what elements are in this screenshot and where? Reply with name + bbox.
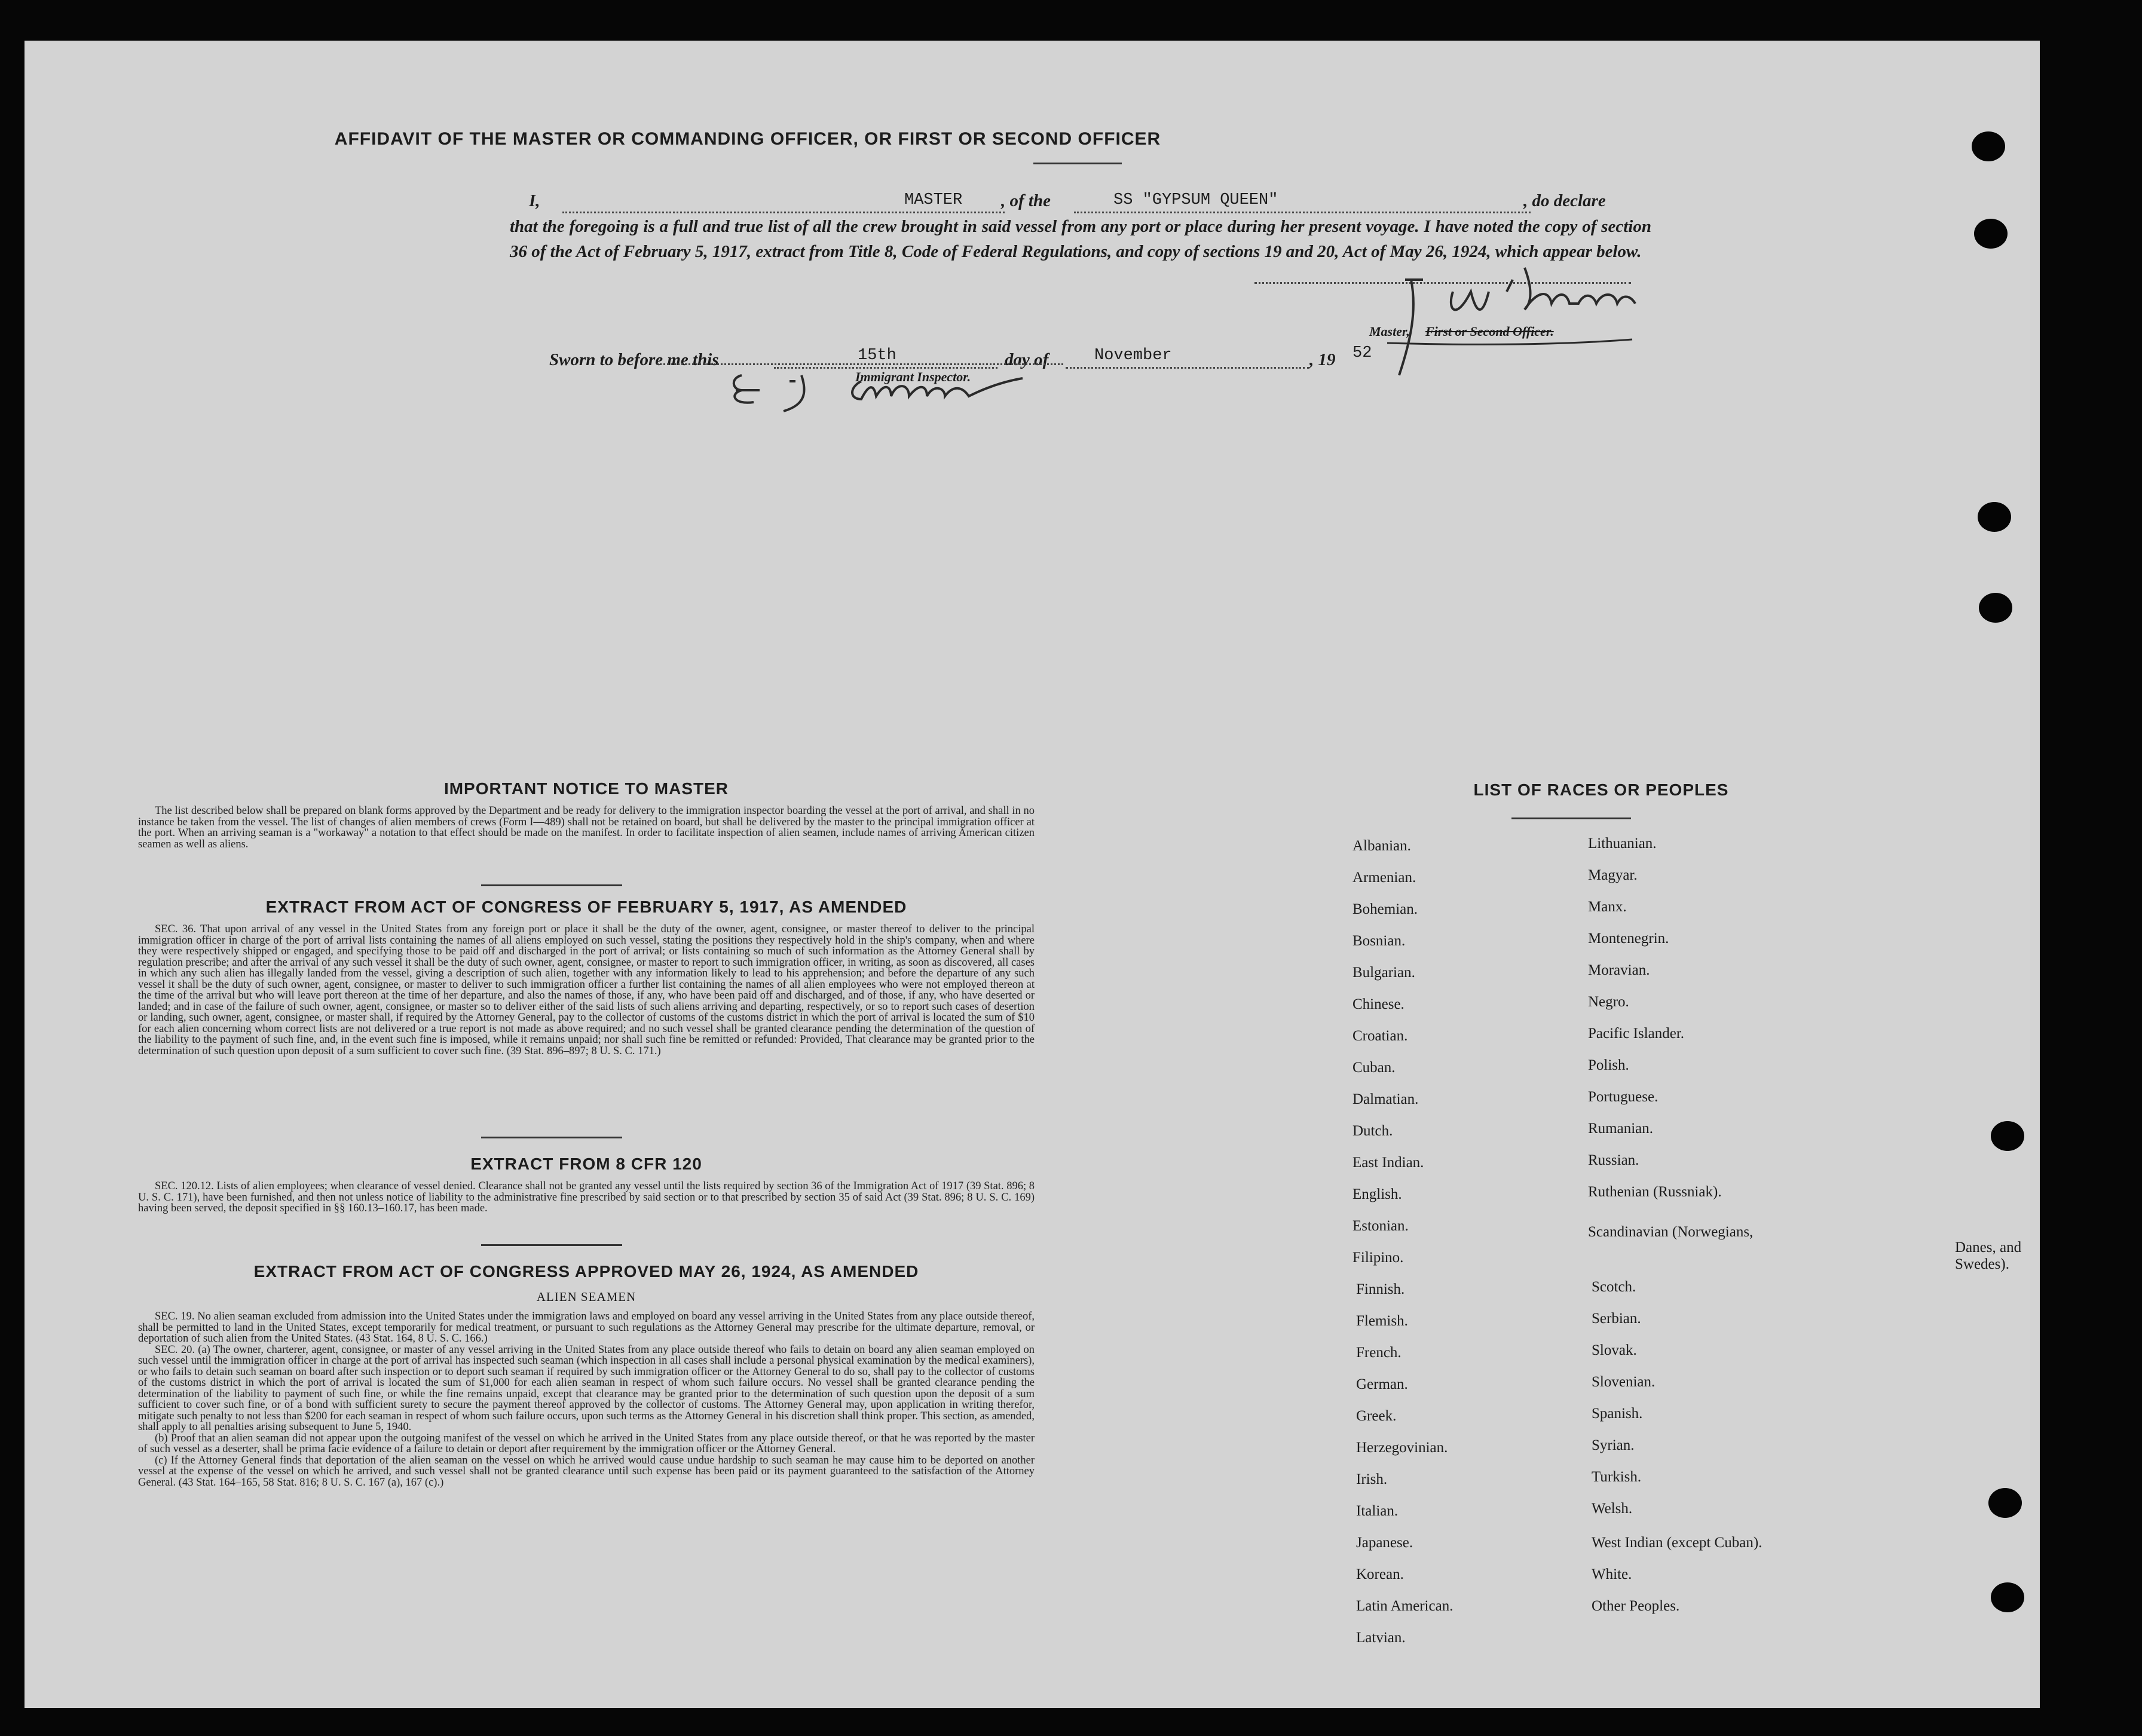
- sec-19-paragraph: SEC. 19. No alien seaman excluded from admission into the United States under the immigration laws and employed on board any vessel arriving in the United States from any place outside thereof, shall be permitted to land in the United States, except temporarily for medical treatment, or pursuant to such regulations as the Attorney General may prescribe for the ultimate departure, removal, or deportation of such alien from the United States. (43 Stat. 164, 8 U. S. C. 166.): [138, 1311, 1035, 1345]
- punch-hole: [1974, 219, 2008, 249]
- race-item: West Indian (except Cuban).: [1592, 1535, 1762, 1551]
- rank-field-line: [562, 212, 1005, 213]
- inspector-label: Immigrant Inspector.: [855, 369, 971, 384]
- race-item: Other Peoples.: [1592, 1598, 1680, 1614]
- race-item: Polish.: [1588, 1057, 1629, 1073]
- race-item: Slovak.: [1592, 1342, 1637, 1358]
- race-item: German.: [1356, 1376, 1408, 1392]
- affidavit-body: that the foregoing is a full and true list of all the crew brought in said vessel from any port or place during her present voyage. I have noted the copy of section 36 of the Act of February 5, 1917, extract from Title 8, Code of Federal Regulations, and copy of sections 19 and 20, Act of May 26, 1924, which appear below.: [510, 217, 1651, 261]
- race-item: Montenegrin.: [1588, 930, 1669, 947]
- punch-hole: [1988, 1488, 2022, 1518]
- race-item: Italian.: [1356, 1503, 1399, 1519]
- race-item: Irish.: [1356, 1471, 1388, 1487]
- race-item: Pacific Islander.: [1588, 1025, 1685, 1042]
- year-prefix: , 19: [1309, 350, 1336, 369]
- race-item: Bulgarian.: [1352, 965, 1415, 981]
- extract-1924-text: [138, 1311, 1035, 1488]
- affidavit-line-prefix: I,: [529, 191, 540, 210]
- divider: [481, 884, 622, 886]
- inspector-signature-line: [657, 363, 1063, 365]
- race-item: Moravian.: [1588, 962, 1650, 978]
- vessel-field-line: [1074, 212, 1531, 213]
- notice-text: [138, 806, 1035, 850]
- race-item: Armenian.: [1352, 869, 1416, 886]
- race-item: Slovenian.: [1592, 1374, 1656, 1390]
- races-title-underline: [1511, 818, 1631, 819]
- extract-1917-text: [138, 924, 1035, 1057]
- title-underline: [1033, 163, 1122, 164]
- extract-1924-title: EXTRACT FROM ACT OF CONGRESS APPROVED MAY 26, 1924, AS AMENDED: [253, 1262, 919, 1281]
- race-item: Herzegovinian.: [1356, 1440, 1448, 1456]
- sec-20a-paragraph: SEC. 20. (a) The owner, charterer, agent, consignee, or master of any vessel arriving in the United States from any place outside thereof who fails to detain on board any alien seaman employed on such vessel until the immigration officer in charge at the port of arrival has inspected such seaman (which inspection in all cases shall include a personal physical examination by the medical examiners), or who fails to detain such seaman on board after such inspection or to deport such seaman if required by such immigration officer or the Attorney General to do so, shall pay to the collector of customs of the customs district in which the port of arrival is located the sum of $1,000 for each alien seaman in respect of whom such failure occurs. No vessel shall be granted clearance pending the determination of the liability to payment of such fine, or while the fine remains unpaid, except that clearance may be granted prior to the determination of such question upon the deposit of a sum sufficient to cover such fine, or of a bond with sufficient surety to secure the payment thereof approved by the collector of customs. The Attorney General may, upon application in writing therefor, mitigate such penalty to not less than $200 for each seaman in respect of whom such failure occurs, upon such terms as the Attorney General in his discretion shall think proper. This section, as amended, shall apply to all penalties arising subsequent to June 5, 1940.: [138, 1343, 1035, 1433]
- notice-paragraph: The list described below shall be prepared on blank forms approved by the Department and be ready for delivery to the immigration inspector boarding the vessel at the port of arrival, and shall in no instance be taken from the vessel. The list of changes of alien members of crews (Form I—489) shall not be retained on board, but shall be delivered by the master to the principal immigration officer at the port. When an arriving seaman is a "workaway" a notation to that effect should be made on the manifest. In order to facilitate inspection of alien seamen, include names of arriving American citizen seamen as well as aliens.: [138, 805, 1035, 850]
- day-of-label: day of: [1005, 350, 1049, 369]
- race-item: Magyar.: [1588, 867, 1638, 883]
- race-item: Filipino.: [1352, 1250, 1404, 1266]
- races-title: LIST OF RACES OR PEOPLES: [1473, 780, 1729, 799]
- race-item: Rumanian.: [1588, 1120, 1654, 1137]
- race-item: Latvian.: [1356, 1630, 1406, 1646]
- race-item: Bosnian.: [1352, 933, 1406, 949]
- race-item: Croatian.: [1352, 1028, 1408, 1044]
- do-declare-label: , do declare: [1523, 191, 1606, 210]
- of-the-label: , of the: [1001, 191, 1051, 210]
- divider: [481, 1137, 622, 1138]
- extract-1917-title: EXTRACT FROM ACT OF CONGRESS OF FEBRUARY 5, 1917, AS AMENDED: [265, 898, 907, 916]
- race-item: Danes, and Swedes).: [1955, 1239, 2022, 1272]
- race-item: Finnish.: [1356, 1281, 1405, 1297]
- day-value: 15th: [858, 347, 896, 365]
- punch-hole: [1978, 502, 2011, 532]
- rank-value: MASTER: [904, 191, 963, 209]
- extract-1917-paragraph: SEC. 36. That upon arrival of any vessel in the United States from any foreign port or place it shall be the duty of the owner, agent, consignee, or master thereof to deliver to the principal immigration officer in charge of the port of arrival lists containing the names of all aliens employed on such vessel, stating the positions they respectively hold in the ship's company, when and where they were respectively shipped or engaged, and specifying those to be paid off and discharged in the port of arrival; or lists containing so much of such information as the Attorney General shall by regulation prescribe; and after the arrival of any such vessel it shall be the duty of such owner, agent, consignee, or master to report to such immigration officer, in writing, as soon as discovered, all cases in which any such alien has illegally landed from the vessel, giving a description of such alien, together with any information likely to lead to his apprehension; and before the departure of any such vessel it shall be the duty of such owner, agent, consignee, or master to deliver to such immigration officer a further list containing the names of all alien employees who were not employed thereon at the time of the arrival but who will leave port thereon at the time of her departure, and also the names of those, if any, who have been paid off and discharged, and of those, if any, who have deserted or landed; and in case of the failure of such owner, agent, consignee, or master so to deliver either of the said lists of such aliens arriving and departing, respectively, or so to report such cases of desertion or landing, such owner, agent, consignee, or master shall, if required by the Attorney General, pay to the collector of customs of the customs district in which the port of arrival is located the sum of $10 for each alien concerning whom correct lists are not delivered or a true report is not made as above required; and no such vessel shall be granted clearance pending the determination of the question of the liability to the payment of such fine, and, in the event such fine is imposed, while it remains unpaid; nor shall such fine be remitted or refunded: Provided, That clearance may be granted prior to the determination of such question upon deposit of a sum sufficient to cover such fine. (39 Stat. 896–897; 8 U. S. C. 171.): [138, 923, 1035, 1057]
- race-item: Greek.: [1356, 1408, 1397, 1424]
- race-item: Portuguese.: [1588, 1089, 1658, 1105]
- race-item: Serbian.: [1592, 1311, 1641, 1327]
- race-item: Turkish.: [1592, 1469, 1642, 1485]
- extract-cfr-title: EXTRACT FROM 8 CFR 120: [470, 1155, 702, 1173]
- race-item: Negro.: [1588, 994, 1629, 1010]
- race-item: Chinese.: [1352, 996, 1404, 1012]
- race-item: White.: [1592, 1566, 1632, 1582]
- race-item: Scotch.: [1592, 1279, 1636, 1295]
- race-item: Syrian.: [1592, 1437, 1635, 1453]
- punch-hole: [1991, 1582, 2024, 1612]
- document-page: [25, 41, 2040, 1708]
- master-signature: [1387, 256, 1638, 381]
- race-item: French.: [1356, 1345, 1402, 1361]
- punch-hole: [1991, 1121, 2024, 1151]
- notice-title: IMPORTANT NOTICE TO MASTER: [443, 779, 729, 798]
- race-item: Spanish.: [1592, 1406, 1643, 1422]
- race-item: Dutch.: [1352, 1123, 1393, 1139]
- race-item: Dalmatian.: [1352, 1091, 1419, 1107]
- race-item: Bohemian.: [1352, 901, 1418, 917]
- extract-1924-subtitle: ALIEN SEAMEN: [536, 1290, 637, 1304]
- race-item: Manx.: [1588, 899, 1627, 915]
- sec-20c-paragraph: (c) If the Attorney General finds that deportation of the alien seaman on the vessel on which he arrived would cause undue hardship to such seaman he may cause him to be deported on another vessel at the expense of the vessel on which he arrived, and such vessel shall not be granted clearance until such expense has been paid or its payment guaranteed to the satisfaction of the Attorney General. (43 Stat. 164–165, 58 Stat. 816; 8 U. S. C. 167 (a), 167 (c).): [138, 1454, 1035, 1489]
- month-field-line: [1066, 367, 1309, 369]
- race-item: Lithuanian.: [1588, 835, 1657, 852]
- race-item: Flemish.: [1356, 1313, 1408, 1329]
- race-item: Latin American.: [1356, 1598, 1454, 1614]
- affidavit-title: AFFIDAVIT OF THE MASTER OR COMMANDING OFFICER, OR FIRST OR SECOND OFFICER: [334, 129, 1161, 149]
- race-item: East Indian.: [1352, 1155, 1424, 1171]
- extract-cfr-text: [138, 1181, 1035, 1214]
- year-value: 52: [1352, 344, 1372, 362]
- sworn-label: Sworn to before me this: [549, 350, 719, 369]
- race-item: Estonian.: [1352, 1218, 1409, 1234]
- punch-hole: [1972, 131, 2005, 161]
- punch-hole: [1979, 593, 2012, 623]
- month-value: November: [1094, 347, 1172, 365]
- sec-20b-paragraph: (b) Proof that an alien seaman did not appear upon the outgoing manifest of the vessel on which he arrived in the United States from any place outside thereof, or that he was reported by the master of such vessel as a deserter, shall be prima facie evidence of a failure to detain or deport after requirement by the immigration officer or the Attorney General.: [138, 1432, 1035, 1455]
- master-label: Master,: [1369, 324, 1410, 339]
- race-item: Ruthenian (Russniak).: [1588, 1184, 1722, 1200]
- divider: [481, 1244, 622, 1246]
- race-item: Scandinavian (Norwegians,: [1588, 1224, 1754, 1240]
- race-item: Albanian.: [1352, 838, 1411, 854]
- race-item: Welsh.: [1592, 1501, 1633, 1517]
- race-item: Japanese.: [1356, 1535, 1413, 1551]
- struck-officer-label: First or Second Officer.: [1425, 324, 1554, 339]
- race-item: Korean.: [1356, 1566, 1404, 1582]
- race-item: English.: [1352, 1186, 1402, 1202]
- vessel-value: SS "GYPSUM QUEEN": [1113, 191, 1278, 209]
- race-item: Cuban.: [1352, 1060, 1396, 1076]
- extract-cfr-paragraph: SEC. 120.12. Lists of alien employees; when clearance of vessel denied. Clearance shall not be granted any vessel until the lists required by section 36 of the Immigration Act of 1917 (39 Stat. 896; 8 U. S. C. 171), have been furnished, and then not unless notice of liability to the administrative fine prescribed by said section or to that prescribed by section 35 of said Act (39 Stat. 896; 8 U. S. C. 169) having been served, the deposit specified in §§ 160.13–160.17, has been made.: [138, 1180, 1035, 1214]
- race-item: Russian.: [1588, 1152, 1639, 1168]
